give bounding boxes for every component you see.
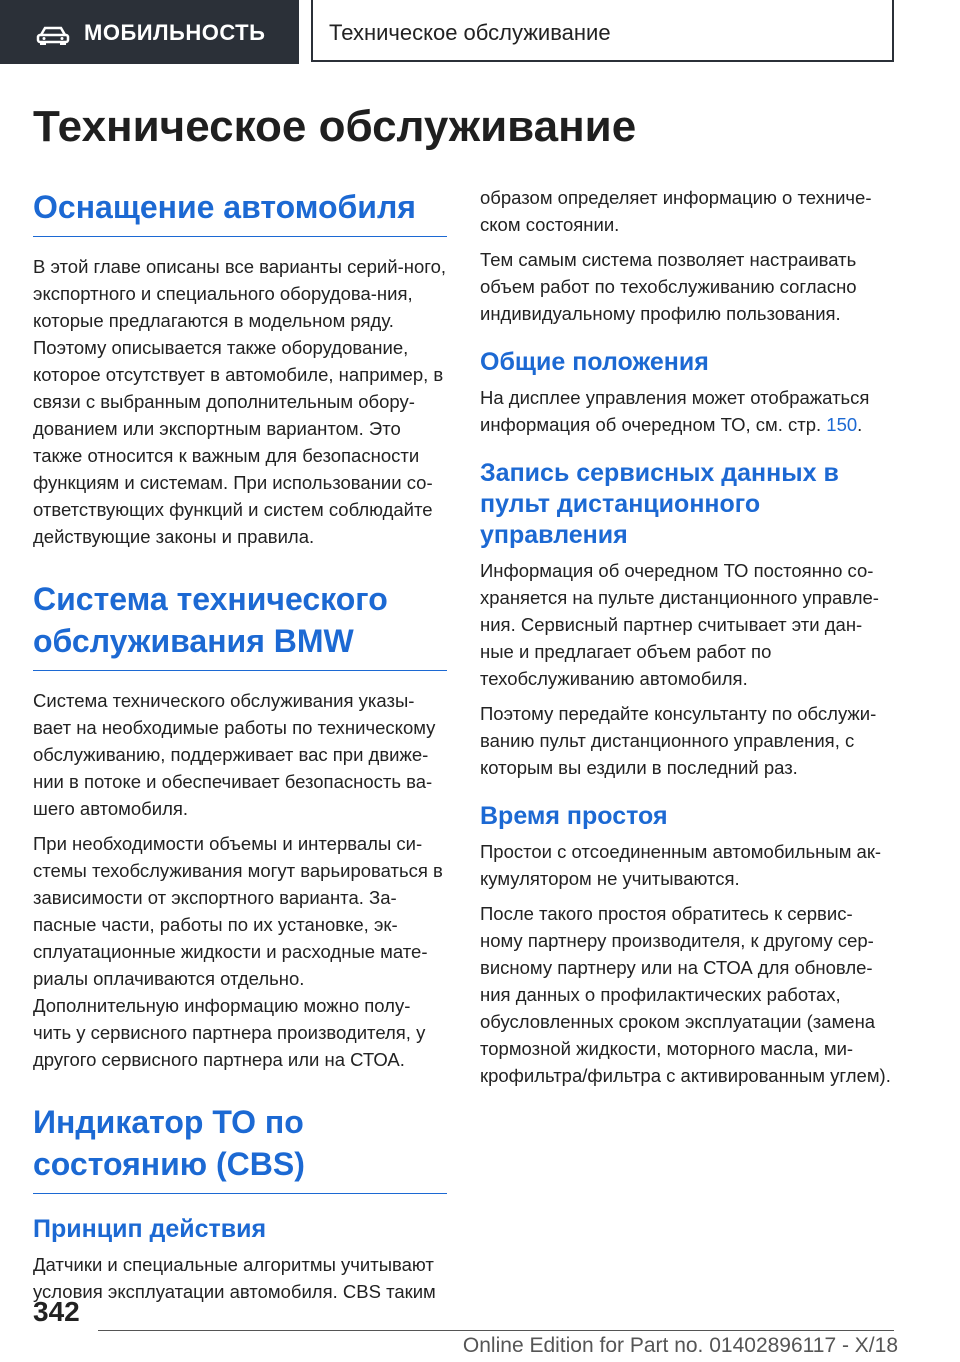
general-end: . xyxy=(857,414,863,435)
paragraph-idle-1: Простои с отсоединенным автомобильным ак-кумулятором не учитываются. xyxy=(480,841,882,889)
right-column xyxy=(480,184,894,1089)
page-title: Техническое обслуживание xyxy=(33,102,637,151)
section-tab[interactable] xyxy=(0,0,299,64)
section-label: МОБИЛЬНОСТЬ xyxy=(84,20,266,45)
heading-remote-record: Запись сервисных данных в пульт дистанционного управления xyxy=(480,459,839,549)
paragraph-system-1: Система технического обслуживания указы-вает на необходимые работы по техническому обслуживанию, поддерживает вас при движе-нии в потоке и обеспечивает безопасность ва-шего автомобиля. xyxy=(33,690,436,819)
paragraph-continued-1: образом определяет информацию о техниче-ском состоянии. xyxy=(480,187,872,235)
footer-divider xyxy=(98,1330,894,1331)
paragraph-equipment: В этой главе описаны все варианты серий-ного, экспортного и специального оборудова-ния, которые предлагаются в модельном ряду. Поэтому описывается также оборудование, которое отсутствует в автомобиле, например, в связи с выбранным дополнительным обору-дованием или экспортным вариантом. Это также относится к важным для безопасности функциям и системам. При использовании со-ответствующих функций и систем соблюдайте действующие законы и правила. xyxy=(33,256,447,547)
footer-edition: Online Edition for Part no. 01402896117 - X/18 xyxy=(462,1334,898,1357)
heading-cbs: Индикатор ТО по состоянию (CBS) xyxy=(33,1101,447,1194)
page-link-150[interactable]: 150 xyxy=(826,414,858,435)
paragraph-record-2: Поэтому передайте консультанту по обслужи-ванию пульт дистанционного управления, с которым вы ездили в последний раз. xyxy=(480,703,877,778)
left-column xyxy=(33,186,447,1305)
paragraph-principle: Датчики и специальные алгоритмы учитывают условия эксплуатации автомобиля. CBS таким xyxy=(33,1254,436,1302)
chapter-label: Техническое обслуживание xyxy=(329,20,611,45)
heading-general: Общие положения xyxy=(480,348,709,376)
heading-maintenance-system: Система технического обслуживания BMW xyxy=(33,578,447,671)
paragraph-record-1: Информация об очередном ТО постоянно со-храняется на пульте дистанционного управле-ния. Сервисный партнер считывает эти дан-ные и предлагает объем работ по техобслуживанию автомобиля. xyxy=(480,560,879,689)
heading-idle-time: Время простоя xyxy=(480,802,668,830)
general-text: На дисплее управления может отображаться информация об очередном ТО, см. стр. xyxy=(480,387,870,435)
page-number: 342 xyxy=(33,1296,80,1327)
paragraph-idle-2: После такого простоя обратитесь к сервис-ному партнеру производителя, к другому сер-висному партнеру или на СТОА для обновле-ния данных о профилактических работах, обусловленных сроком эксплуатации (замена тормозной жидкости, моторного масла, ми-крофильтра/фильтра с активированным углем). xyxy=(480,903,891,1086)
paragraph-general xyxy=(480,384,894,438)
heading-equipment: Оснащение автомобиля xyxy=(33,186,447,237)
paragraph-system-2: При необходимости объемы и интервалы си-стемы техобслуживания могут варьироваться в зависимости от экспортного варианта. За-пасные части, работы по их установке, эк-сплуатационные жидкости и расходные мате-риалы оплачиваются отдельно. Дополнительную информацию можно полу-чить у сервисного партнера производителя, у другого сервисного партнера или на СТОА. xyxy=(33,833,443,1070)
paragraph-continued-2: Тем самым система позволяет настраивать объем работ по техобслуживанию согласно индивидуальному профилю пользования. xyxy=(480,249,857,324)
car-icon xyxy=(36,26,70,46)
chapter-tab[interactable] xyxy=(311,0,894,62)
heading-principle: Принцип действия xyxy=(33,1215,267,1243)
